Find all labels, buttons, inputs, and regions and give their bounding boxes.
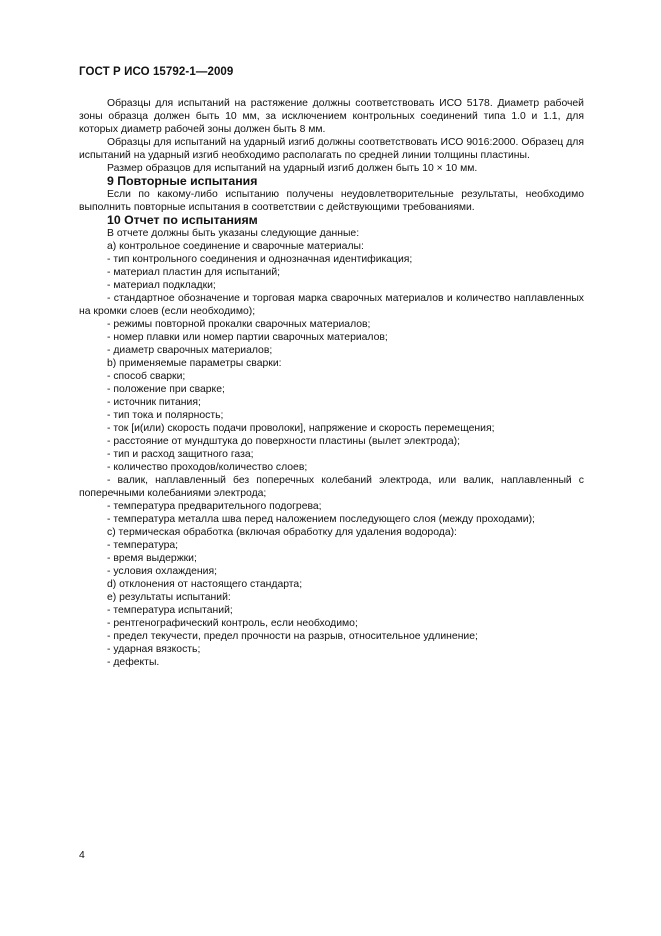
list-item: - валик, наплавленный без поперечных колебаний электрода, или валик, наплавленный с поперечными колебаниями электрода; — [79, 475, 584, 499]
list-item: - расстояние от мундштука до поверхности пластины (вылет электрода); — [107, 436, 460, 447]
paragraph-tensile-specimens: Образцы для испытаний на растяжение должны соответствовать ИСО 5178. Диаметр рабочей зоны образца должен быть 10 мм, за исключением контрольных соединений типа 1.0 и 1.1, для которых диаметр рабочей зоны должен быть 8 мм. — [79, 98, 584, 135]
list-item: - температура испытаний; — [107, 605, 233, 616]
document-header: ГОСТ Р ИСО 15792-1—2009 — [79, 66, 234, 78]
list-item: - температура металла шва перед наложением последующего слоя (между проходами); — [107, 514, 535, 525]
page-number: 4 — [79, 850, 85, 861]
list-item: с) термическая обработка (включая обработку для удаления водорода): — [107, 527, 457, 538]
list-item: - режимы повторной прокалки сварочных материалов; — [107, 319, 371, 330]
list-item: - тип контрольного соединения и однозначная идентификация; — [107, 254, 413, 265]
page-body — [79, 97, 584, 669]
list-item: - тип и расход защитного газа; — [107, 449, 254, 460]
list-item: - условия охлаждения; — [107, 566, 217, 577]
list-item: - время выдержки; — [107, 553, 197, 564]
list-item: - положение при сварке; — [107, 384, 225, 395]
list-item: - стандартное обозначение и торговая марка сварочных материалов и количество наплавленных на кромки слоев (если необходимо); — [79, 293, 584, 317]
list-item: - предел текучести, предел прочности на разрыв, относительное удлинение; — [107, 631, 478, 642]
list-item: - дефекты. — [107, 657, 160, 668]
list-item: е) результаты испытаний: — [107, 592, 231, 603]
list-item: - рентгенографический контроль, если необходимо; — [107, 618, 358, 629]
list-item: b) применяемые параметры сварки: — [107, 358, 282, 369]
list-item: - номер плавки или номер партии сварочных материалов; — [107, 332, 388, 343]
list-item: - температура предварительного подогрева; — [107, 501, 322, 512]
list-item: - ударная вязкость; — [107, 644, 201, 655]
section-9-text: Если по какому-либо испытанию получены неудовлетворительные результаты, необходимо выполнить повторные испытания в соответствии с действующими требованиями. — [79, 189, 584, 213]
list-item: - тип тока и полярность; — [107, 410, 224, 421]
list-item: а) контрольное соединение и сварочные материалы: — [107, 241, 364, 252]
list-item: - материал пластин для испытаний; — [107, 267, 281, 278]
list-item: - количество проходов/количество слоев; — [107, 462, 308, 473]
list-item: - способ сварки; — [107, 371, 186, 382]
list-item: В отчете должны быть указаны следующие данные: — [107, 228, 360, 239]
paragraph-impact-size: Размер образцов для испытаний на ударный изгиб должен быть 10 × 10 мм. — [107, 163, 478, 174]
list-item: - ток [и(или) скорость подачи проволоки], напряжение и скорость перемещения; — [107, 423, 495, 434]
list-item: d) отклонения от настоящего стандарта; — [107, 579, 303, 590]
section-9-heading: 9 Повторные испытания — [107, 174, 258, 188]
list-item: - температура; — [107, 540, 179, 551]
paragraph-impact-specimens: Образцы для испытаний на ударный изгиб должны соответствовать ИСО 9016:2000. Образец для испытаний на ударный изгиб необходимо располагать по средней линии толщины пластины. — [79, 137, 584, 161]
report-list — [79, 227, 584, 669]
list-item: - материал подкладки; — [107, 280, 216, 291]
section-10-heading: 10 Отчет по испытаниям — [107, 213, 258, 227]
list-item: - источник питания; — [107, 397, 201, 408]
list-item: - диаметр сварочных материалов; — [107, 345, 273, 356]
